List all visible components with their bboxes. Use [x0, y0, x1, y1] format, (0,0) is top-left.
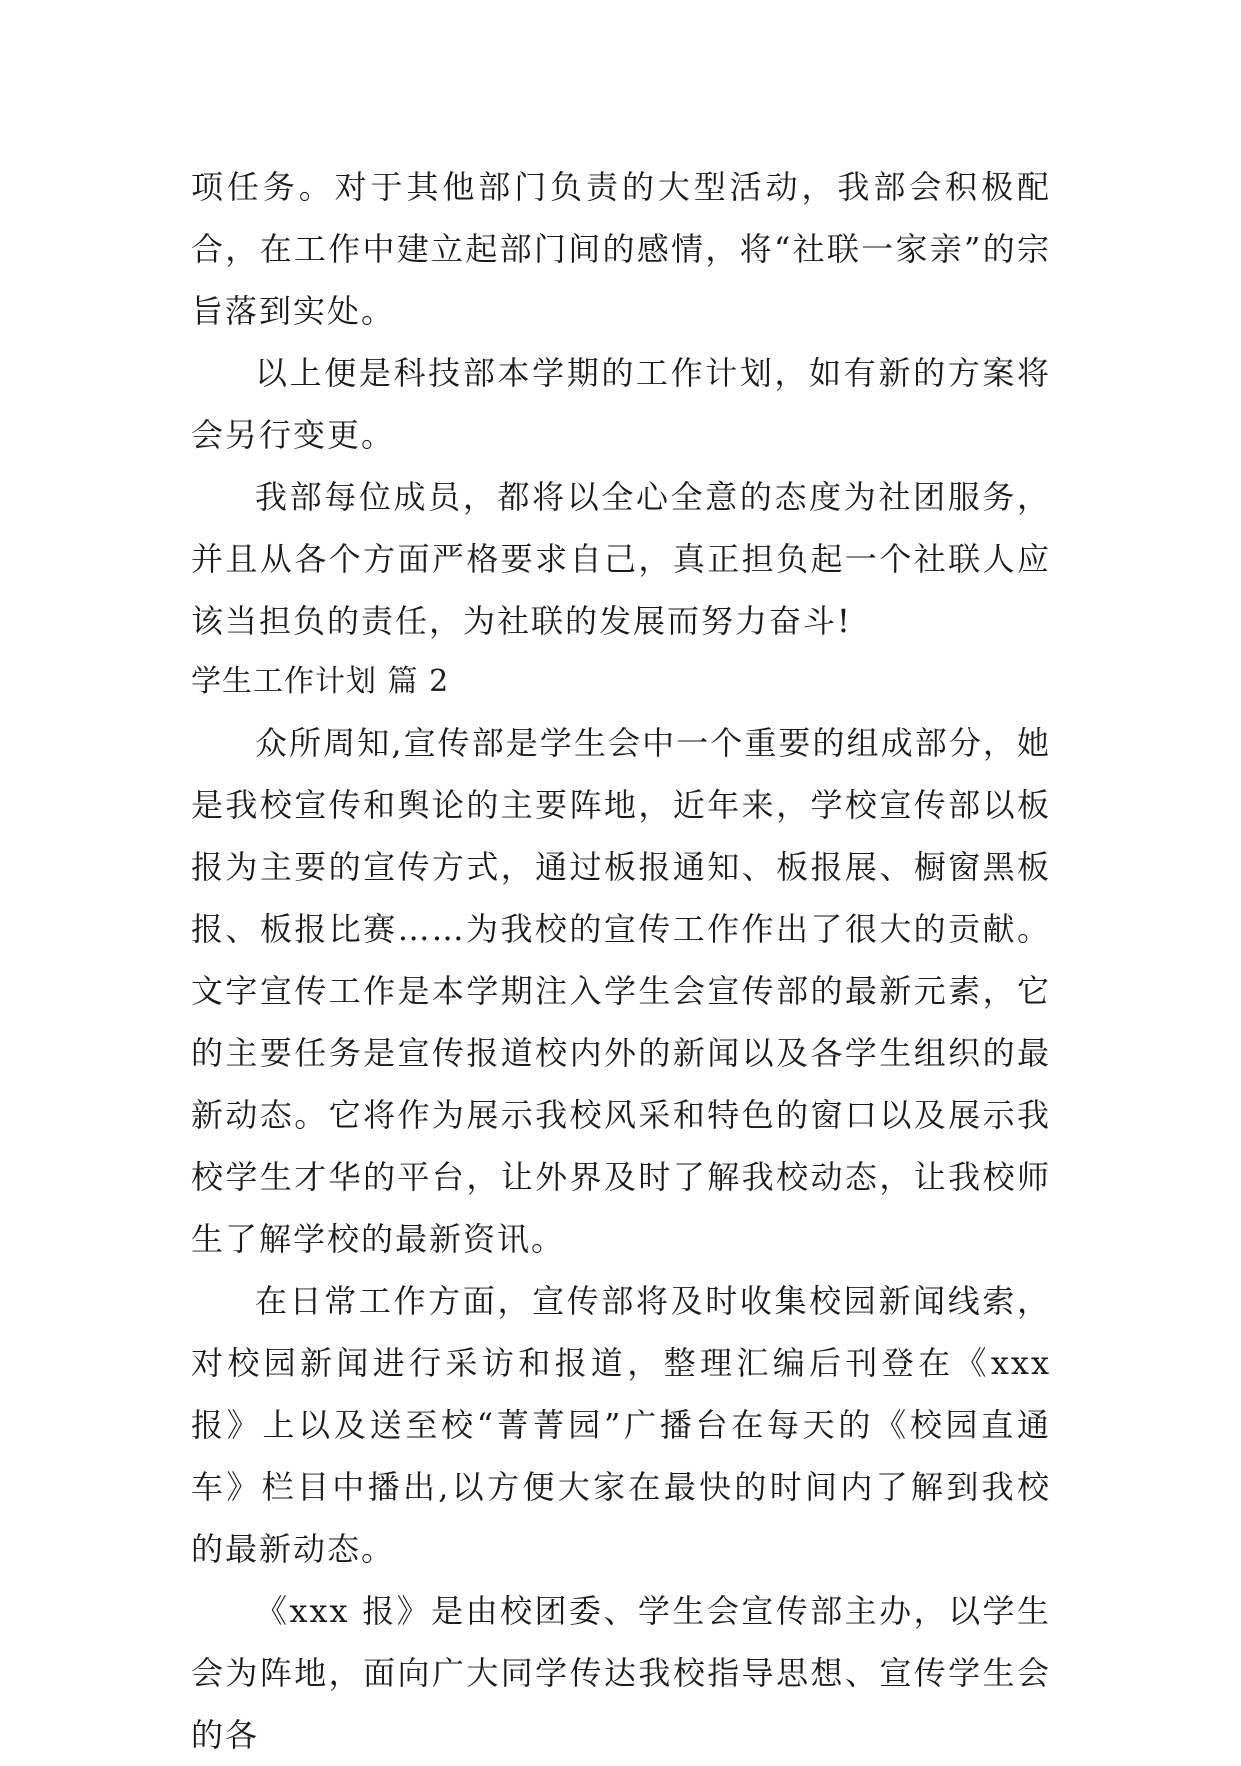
document-body: [191, 156, 1051, 1766]
paragraph-newspaper: 《xxx 报》是由校团委、学生会宣传部主办，以学生会为阵地，面向广大同学传达我校指导思想、宣传学生会的各: [191, 1592, 1051, 1754]
paragraph-continuation: 项任务。对于其他部门负责的大型活动，我部会积极配合，在工作中建立起部门间的感情，将“社联一家亲”的宗旨落到实处。: [191, 168, 1051, 330]
paragraph-summary: 以上便是科技部本学期的工作计划，如有新的方案将会另行变更。: [191, 354, 1051, 454]
paragraph-intro: 众所周知,宣传部是学生会中一个重要的组成部分，她是我校宣传和舆论的主要阵地，近年来，学校宣传部以板报为主要的宣传方式，通过板报通知、板报展、橱窗黑板报、板报比赛……为我校的宣传工作作出了很大的贡献。文字宣传工作是本学期注入学生会宣传部的最新元素，它的主要任务是宣传报道校内外的新闻以及各学生组织的最新动态。它将作为展示我校风采和特色的窗口以及展示我校学生才华的平台，让外界及时了解我校动态，让我校师生了解学校的最新资讯。: [191, 724, 1051, 1258]
section-heading: 学生工作计划 篇 2: [191, 664, 450, 699]
paragraph-daily-work: 在日常工作方面，宣传部将及时收集校园新闻线索，对校园新闻进行采访和报道，整理汇编后刊登在《xxx 报》上以及送至校“菁菁园”广播台在每天的《校园直通车》栏目中播出,以方便大家在最快的时间内了解到我校的最新动态。: [191, 1282, 1051, 1568]
paragraph-commitment: 我部每位成员，都将以全心全意的态度为社团服务，并且从各个方面严格要求自己，真正担负起一个社联人应该当担负的责任，为社联的发展而努力奋斗!: [191, 478, 1051, 640]
